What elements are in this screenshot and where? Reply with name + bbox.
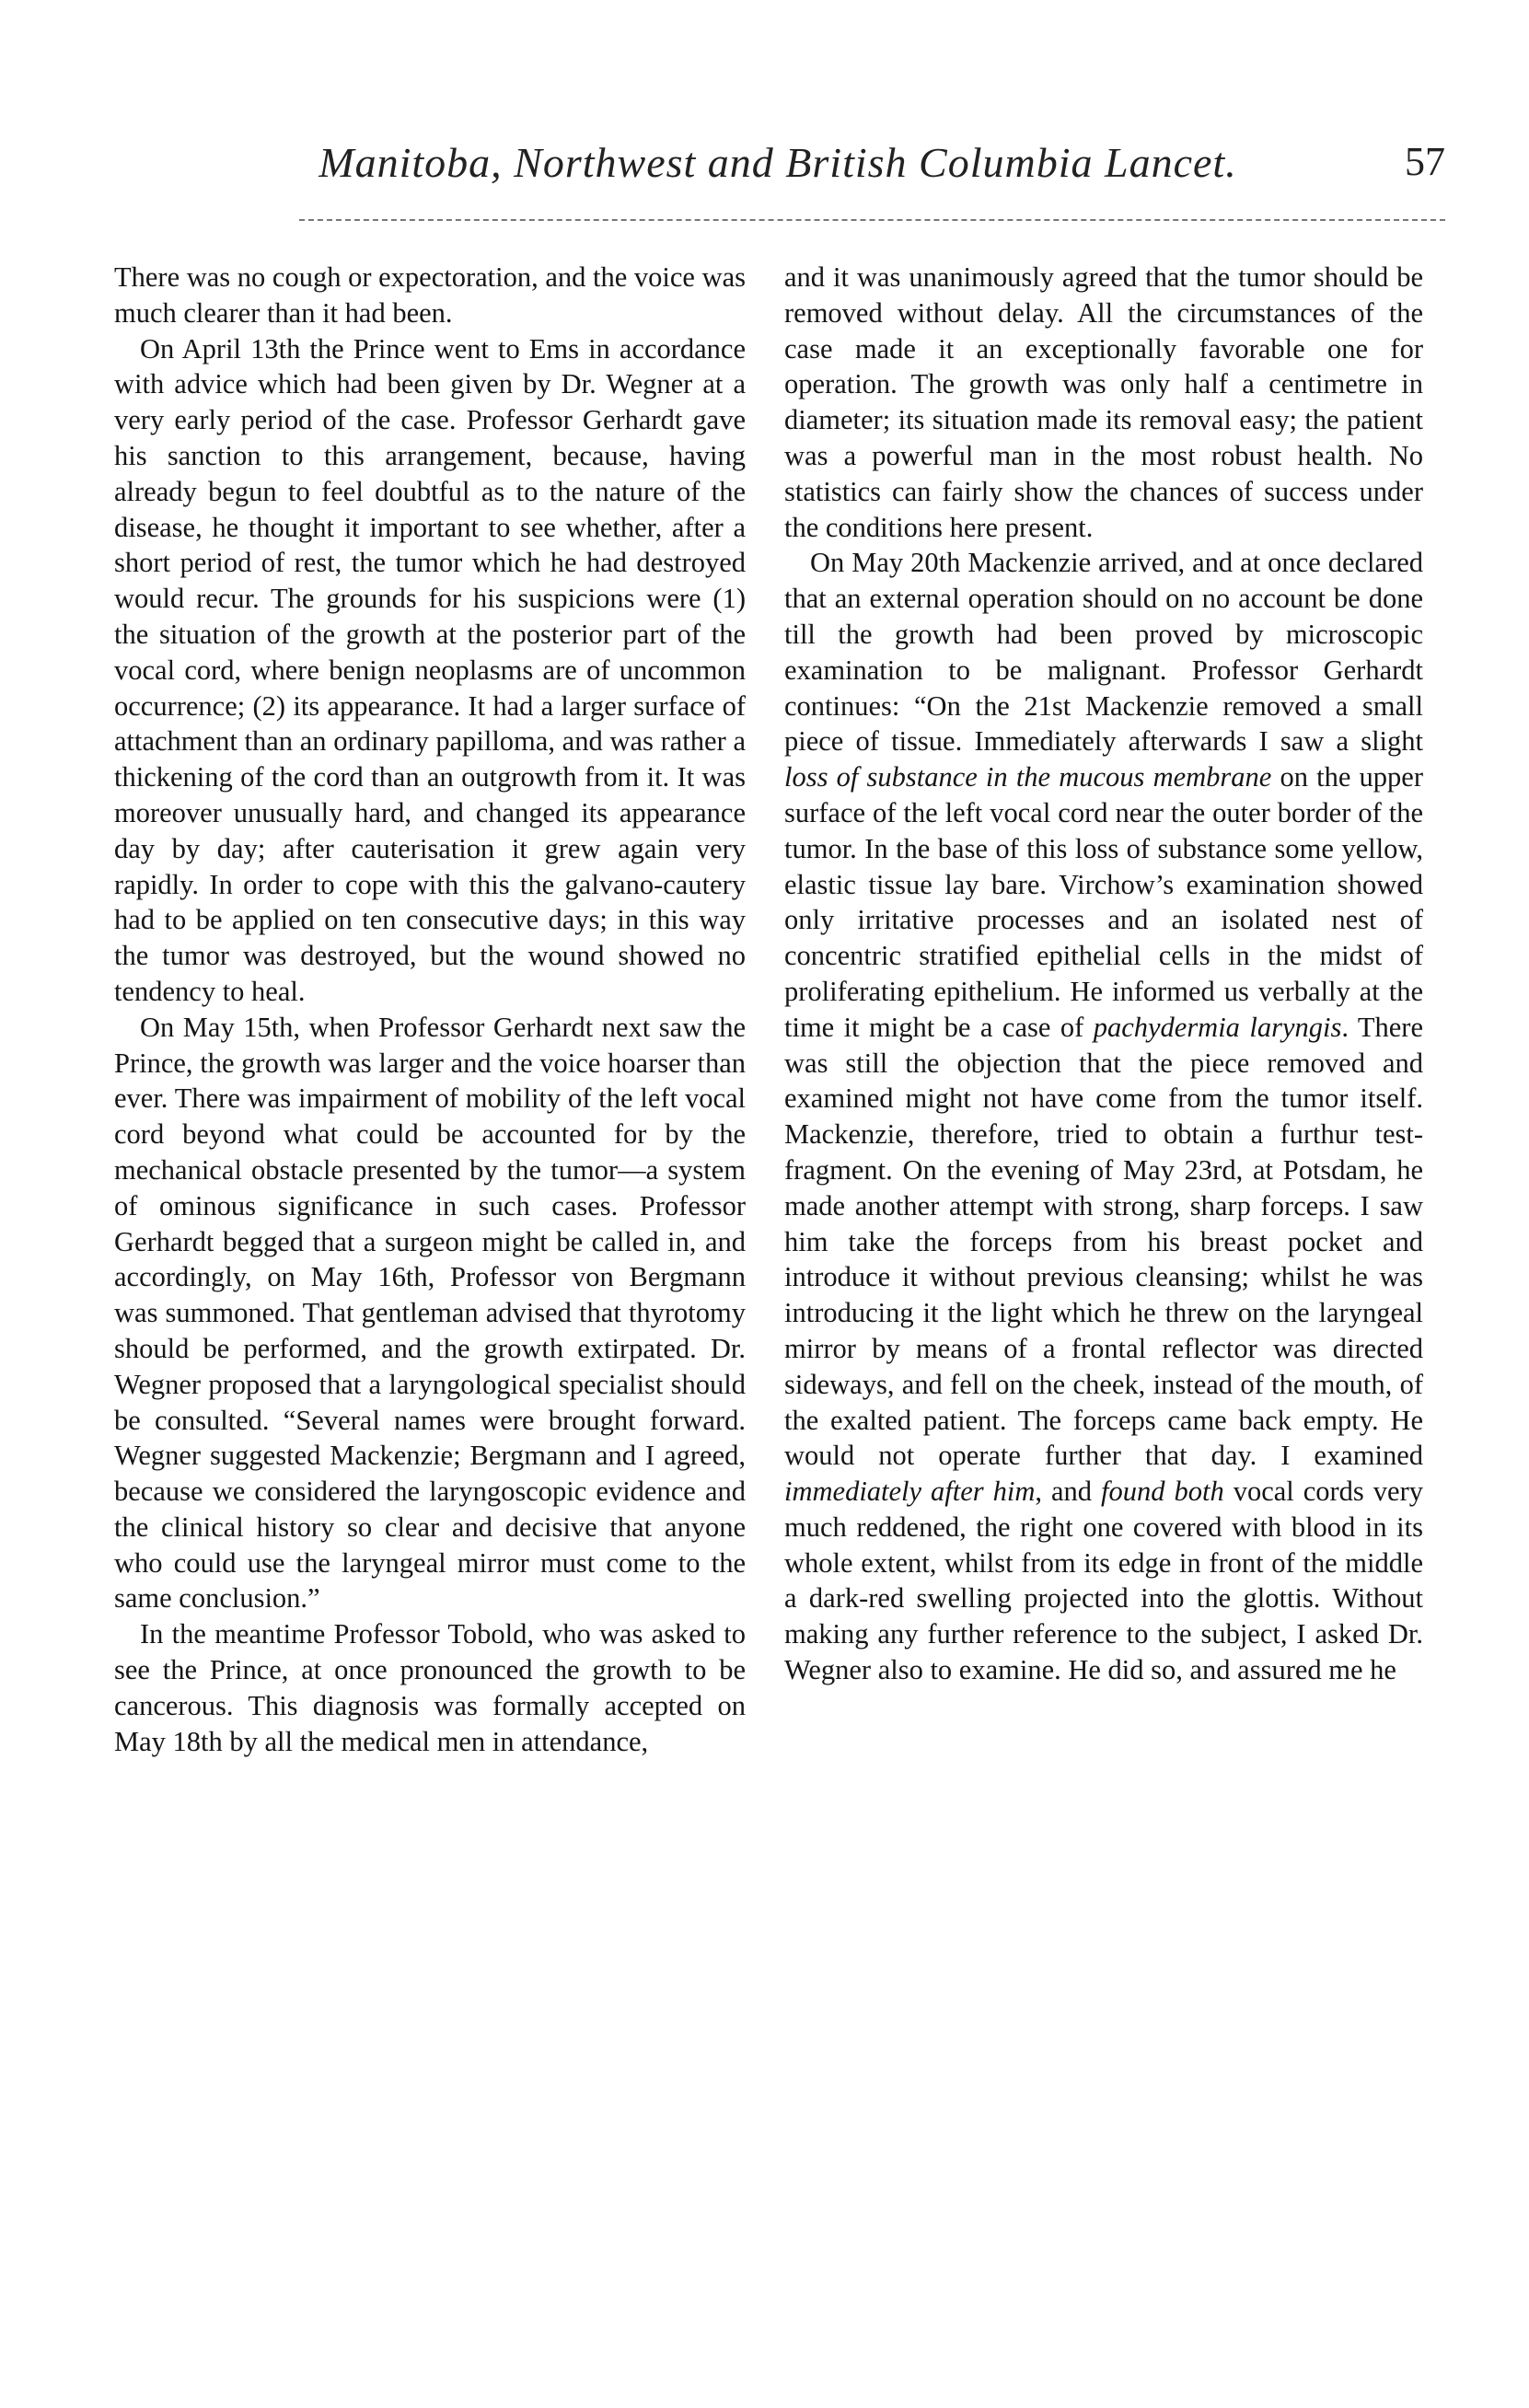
header-rule bbox=[299, 219, 1445, 221]
right-column bbox=[784, 260, 1423, 1688]
journal-title: Manitoba, Northwest and British Columbia Lancet. bbox=[319, 139, 1237, 186]
italic-text-run: found both bbox=[1101, 1476, 1224, 1508]
paragraph: In the meantime Professor Tobold, who was asked to see the Prince, at once pronounced the growth to be cancerous. This diagnosis was formally accepted on May 18th by all the medical men in attendance, bbox=[114, 1618, 746, 1757]
text-run: On May 20th Mackenzie arrived, and at once declared that an external operation should on no account be done till the growth had been proved by microscopic examination to be malignant. Professor Gerhardt continues: “On the 21st Mackenzie removed a small piece of tissue. Immediately afterwards I saw a slight bbox=[784, 547, 1423, 758]
text-run: , and bbox=[1035, 1476, 1102, 1508]
paragraph: On May 15th, when Professor Gerhardt next saw the Prince, the growth was larger and the voice hoarser than ever. There was impairment of mobility of the left vocal cord beyond what could be accounted for by the mechanical obstacle presented by the tumor—a system of ominous significance in such cases. Professor Gerhardt begged that a surgeon might be called in, and accordingly, on May 16th, Professor von Bergmann was summoned. That gentleman advised that thyrotomy should be performed, and the growth extirpated. Dr. Wegner proposed that a laryngological specialist should be consulted. “Several names were brought forward. Wegner suggested Mackenzie; Bergmann and I agreed, because we considered the laryngoscopic evidence and the clinical history so clear and decisive that anyone who could use the laryngeal mirror must come to the same conclusion.” bbox=[114, 1011, 746, 1615]
paragraph: There was no cough or expectoration, and the voice was much clearer than it had been. bbox=[114, 261, 746, 329]
left-column bbox=[114, 260, 746, 1759]
running-header bbox=[110, 138, 1445, 193]
italic-text-run: pachydermia laryngis bbox=[1093, 1011, 1342, 1043]
page-number: 57 bbox=[1405, 139, 1445, 184]
italic-text-run: immediately after him bbox=[784, 1476, 1036, 1508]
paragraph: On April 13th the Prince went to Ems in accordance with advice which had been given by Dr. Wegner at a very early period of the case. Professor Gerhardt gave his sanction to this arrangement, because, having already begun to feel doubtful as to the nature of the disease, he thought it important to see whether, after a short period of rest, the tumor which he had destroyed would recur. The grounds for his suspicions were (1) the situation of the growth at the posterior part of the vocal cord, where benign neoplasms are of uncommon occurrence; (2) its appearance. It had a larger surface of attachment than an ordinary papilloma, and was rather a thickening of the cord than an outgrowth from it. It was moreover unusually hard, and changed its appearance day by day; after cauterisation it grew again very rapidly. In order to cope with this the galvano-cautery had to be applied on ten consecutive days; in this way the tumor was destroyed, but the wound showed no tendency to heal. bbox=[114, 332, 746, 1007]
paragraph bbox=[784, 545, 1423, 1688]
italic-text-run: loss of substance in the mucous membrane bbox=[784, 761, 1272, 793]
text-run: on the upper surface of the left vocal cord near the outer border of the tumor. In the base of this loss of substance some yellow, elastic tissue lay bare. Virchow’s examination showed only irritative processes and an isolated nest of concentric stratified epithelial cells in the midst of proliferating epithelium. He informed us verbally at the time it might be a case of bbox=[784, 761, 1423, 1043]
text-run: vocal cords very much reddened, the right one covered with blood in its whole extent, whilst from its edge in front of the middle a dark-red swelling projected into the glottis. Without making any further reference to the subject, I asked Dr. Wegner also to examine. He did so, and assured me he bbox=[784, 1476, 1423, 1686]
text-run: . There was still the objection that the piece removed and examined might not have come from the tumor itself. Mackenzie, therefore, tried to obtain a furthur test-fragment. On the evening of May 23rd, at Potsdam, he made another attempt with strong, sharp forceps. I saw him take the forceps from his breast pocket and introduce it without previous cleansing; whilst he was introducing it the light which he threw on the laryngeal mirror by means of a frontal reflector was directed sideways, and fell on the cheek, instead of the mouth, of the exalted patient. The forceps came back empty. He would not operate further that day. I examined bbox=[784, 1011, 1423, 1472]
paragraph: and it was unanimously agreed that the tumor should be removed without delay. All the circumstances of the case made it an exceptionally favorable one for operation. The growth was only half a centimetre in diameter; its situation made its removal easy; the patient was a powerful man in the most robust health. No statistics can fairly show the chances of success under the conditions here present. bbox=[784, 261, 1423, 543]
